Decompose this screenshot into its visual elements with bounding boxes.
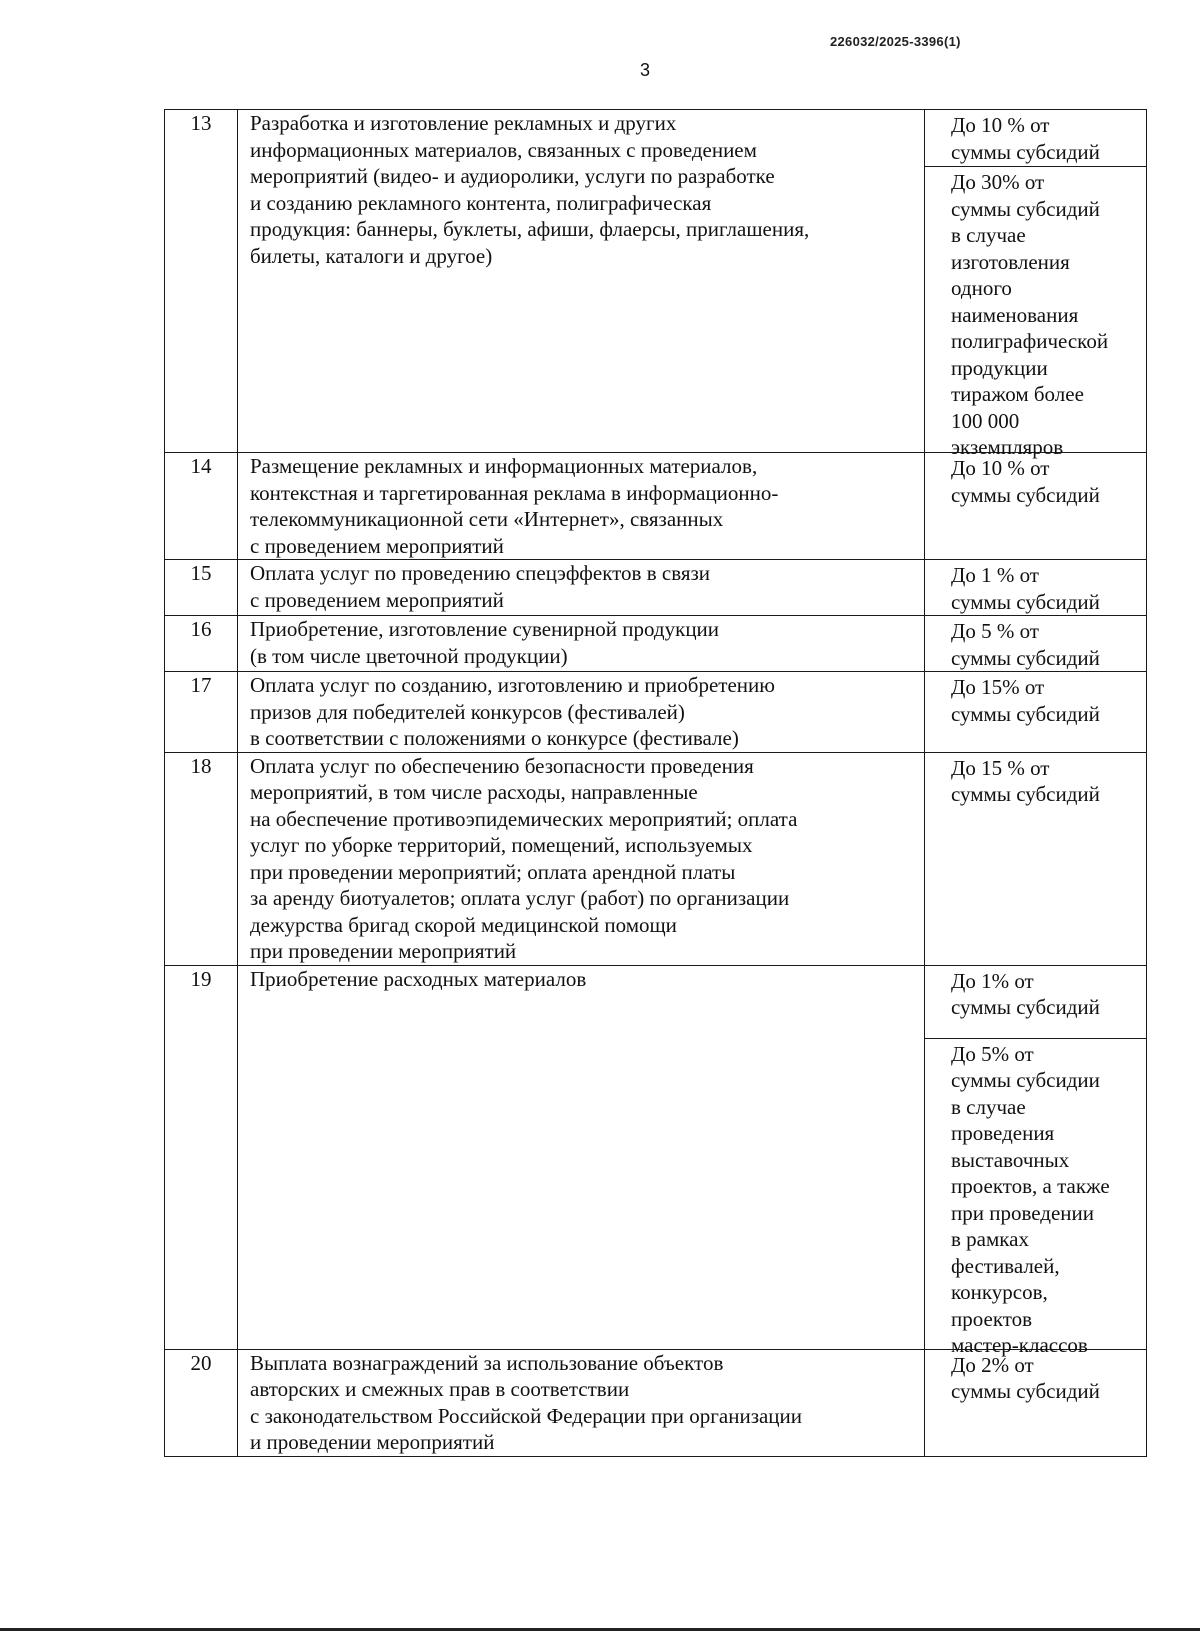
description-line: с законодательством Российской Федерации при организации <box>250 1403 803 1428</box>
description-line: Разработка и изготовление рекламных и других <box>250 111 677 135</box>
page-bottom-rule <box>0 1628 1200 1631</box>
row-number: 18 <box>165 752 238 965</box>
description-line: информационных материалов, связанных с проведением <box>250 137 757 162</box>
description-line: дежурства бригад скорой медицинской помощи <box>250 912 677 937</box>
share-line: конкурсов, <box>951 1280 1048 1304</box>
expense-description <box>238 672 925 753</box>
description-line: мероприятий, в том числе расходы, направленные <box>250 780 698 804</box>
description-line: Выплата вознаграждений за использование объектов <box>250 1350 724 1375</box>
share-line: изготовления <box>951 249 1070 274</box>
subsidy-share-cell <box>925 965 1147 1357</box>
subsidy-share <box>937 753 1142 808</box>
description-line: Оплата услуг по обеспечению безопасности проведения <box>250 753 754 778</box>
share-line: проведения <box>951 1121 1055 1145</box>
subsidy-share-cell <box>925 672 1147 753</box>
share-line: суммы субсидий <box>951 589 1100 614</box>
table-row <box>165 752 1147 965</box>
subsidy-share <box>937 616 1142 671</box>
description-line: контекстная и таргетированная реклама в информационно- <box>250 480 779 505</box>
description-line: на обеспечение противоэпидемических мероприятий; оплата <box>250 806 798 831</box>
subsidy-share-cell <box>925 752 1147 965</box>
share-line: До 1% от <box>951 968 1034 993</box>
expense-description <box>238 965 925 1349</box>
share-line: при проведении <box>951 1200 1095 1225</box>
share-line: проектов <box>951 1306 1033 1331</box>
page-number: 3 <box>640 60 651 80</box>
share-line: в рамках <box>951 1227 1029 1251</box>
share-line: 100 000 <box>951 408 1020 433</box>
row-number: 19 <box>165 965 238 1349</box>
row-number: 15 <box>165 560 238 616</box>
share-line: суммы субсидий <box>951 482 1100 507</box>
share-line: суммы субсидий <box>951 139 1100 164</box>
share-line: суммы субсидий <box>951 782 1100 806</box>
share-line: мастер-классов <box>951 1333 1088 1357</box>
row-number: 16 <box>165 616 238 672</box>
description-line: и созданию рекламного контента, полиграфическая <box>250 190 712 215</box>
table-row <box>165 560 1147 616</box>
share-line: полиграфической <box>951 329 1109 353</box>
subsidy-share <box>937 672 1142 727</box>
share-line: суммы субсидий <box>951 196 1100 221</box>
description-line: при проведении мероприятий <box>250 939 517 963</box>
share-line: фестивалей, <box>951 1253 1060 1278</box>
subsidy-share <box>937 453 1142 508</box>
share-line: продукции <box>951 355 1048 380</box>
subsidy-share-cell <box>925 110 1147 459</box>
share-line: суммы субсидий <box>951 701 1100 726</box>
description-line: с проведением мероприятий <box>250 587 504 612</box>
subsidy-share-cell <box>925 453 1147 560</box>
table-row <box>165 616 1147 672</box>
share-line: суммы субсидий <box>951 1379 1100 1403</box>
share-line: выставочных <box>951 1147 1070 1172</box>
table-row <box>165 672 1147 753</box>
share-line: наименования <box>951 302 1079 327</box>
table-row <box>165 110 1147 453</box>
document-id: 226032/2025-3396(1) <box>830 34 961 49</box>
subsidy-share <box>937 1039 1142 1357</box>
subsidy-share <box>937 560 1142 615</box>
expense-table <box>164 109 1147 1457</box>
description-line: Оплата услуг по созданию, изготовлению и приобретению <box>250 673 775 697</box>
share-line: До 10 % от <box>951 456 1050 480</box>
share-line: суммы субсидий <box>951 995 1100 1019</box>
subsidy-share <box>937 110 1142 166</box>
share-line: До 10 % от <box>951 113 1050 137</box>
table-row <box>165 1349 1147 1456</box>
table-row <box>165 965 1147 1349</box>
description-line: (в том числе цветочной продукции) <box>250 643 568 668</box>
row-number: 17 <box>165 672 238 753</box>
description-line: мероприятий (видео- и аудиоролики, услуги по разработке <box>250 164 775 188</box>
subsidy-share-cell <box>925 560 1147 616</box>
description-line: телекоммуникационной сети «Интернет», связанных <box>250 507 724 531</box>
share-line: До 1 % от <box>951 563 1039 587</box>
share-line: До 15 % от <box>951 755 1050 780</box>
expense-description <box>238 1349 925 1456</box>
description-line: услуг по уборке территорий, помещений, используемых <box>250 833 753 857</box>
share-line: суммы субсидии <box>951 1068 1100 1092</box>
share-line: До 5 % от <box>951 619 1039 643</box>
expense-description <box>238 616 925 672</box>
description-line: при проведении мероприятий; оплата арендной платы <box>250 859 736 884</box>
description-line: с проведением мероприятий <box>250 533 504 558</box>
share-line: проектов, а также <box>951 1174 1110 1198</box>
description-line: авторских и смежных прав в соответствии <box>250 1377 630 1401</box>
row-number: 20 <box>165 1349 238 1456</box>
expense-description <box>238 752 925 965</box>
share-line: До 5% от <box>951 1041 1034 1066</box>
description-line: билеты, каталоги и другое) <box>250 243 493 268</box>
share-line: суммы субсидий <box>951 645 1100 670</box>
table-row <box>165 453 1147 560</box>
description-line: продукция: баннеры, буклеты, афиши, флаерсы, приглашения, <box>250 217 810 241</box>
share-line: До 2% от <box>951 1352 1034 1377</box>
subsidy-share-cell <box>925 1349 1147 1456</box>
description-line: призов для победителей конкурсов (фестивалей) <box>250 699 685 724</box>
subsidy-share <box>937 966 1142 1038</box>
expense-description <box>238 453 925 560</box>
description-line: Оплата услуг по проведению спецэффектов в связи <box>250 561 711 585</box>
share-line: одного <box>951 276 1012 300</box>
share-line: экземпляров <box>951 435 1064 459</box>
share-line: До 30% от <box>951 170 1045 194</box>
expense-description <box>238 110 925 453</box>
share-line: тиражом более <box>951 382 1084 406</box>
expense-table-body <box>165 110 1147 1457</box>
row-number: 13 <box>165 110 238 453</box>
share-line: До 15% от <box>951 675 1045 699</box>
subsidy-share-cell <box>925 616 1147 672</box>
description-line: в соответствии с положениями о конкурсе (фестивале) <box>250 726 739 750</box>
description-line: за аренду биотуалетов; оплата услуг (работ) по организации <box>250 886 790 910</box>
subsidy-share <box>937 167 1142 459</box>
description-line: Размещение рекламных и информационных материалов, <box>250 454 758 478</box>
expense-description <box>238 560 925 616</box>
description-line: и проведении мероприятий <box>250 1430 495 1454</box>
share-line: в случае <box>951 223 1026 247</box>
share-line: в случае <box>951 1094 1026 1119</box>
description-line: Приобретение расходных материалов <box>250 966 587 991</box>
row-number: 14 <box>165 453 238 560</box>
description-line: Приобретение, изготовление сувенирной продукции <box>250 617 720 641</box>
